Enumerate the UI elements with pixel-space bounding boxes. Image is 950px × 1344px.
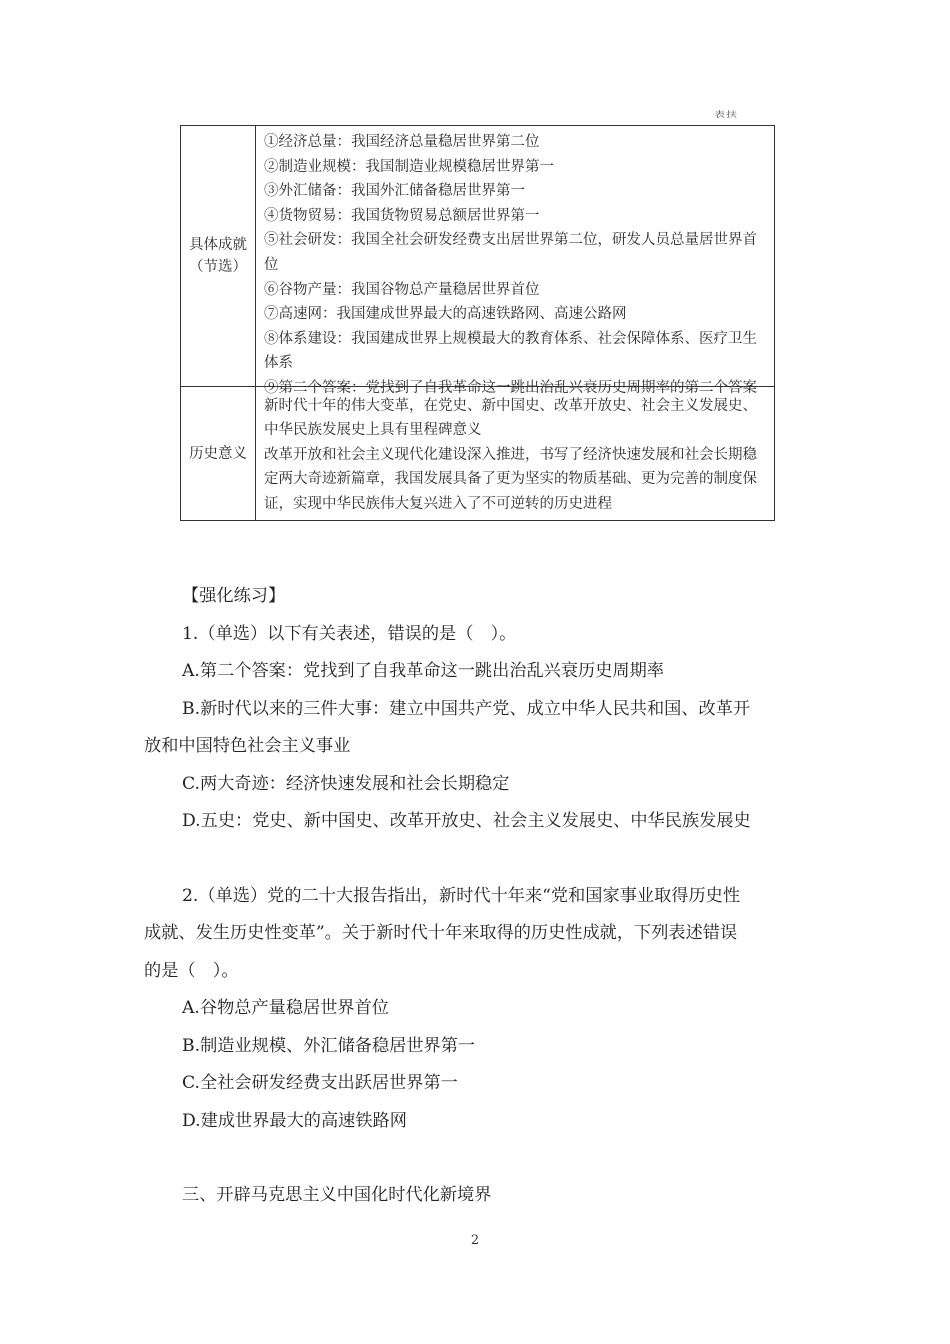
- list-item: ①经济总量：我国经济总量稳居世界第二位: [264, 134, 540, 150]
- text-line: 证，实现中华民族伟大复兴进入了不可逆转的历史进程: [264, 495, 612, 512]
- question-2-stem: 2.（单选）党的二十大报告指出，新时代十年来“党和国家事业取得历史性: [182, 885, 741, 906]
- row-label-achievements: [181, 126, 256, 386]
- row-label-line: （节选）: [189, 259, 247, 275]
- row-label-significance: [181, 387, 256, 520]
- section-heading-3: 三、开辟马克思主义中国化时代化新境界: [182, 1185, 492, 1205]
- text-line: 新时代十年的伟大变革，在党史、新中国史、改革开放史、社会主义发展史、: [264, 398, 757, 414]
- list-item: ⑨第二个答案：党找到了自我革命这一跳出治乱兴衰历史周期率的第二个答案: [264, 379, 757, 396]
- text-line: 改革开放和社会主义现代化建设深入推进，书写了经济快速发展和社会长期稳: [264, 446, 757, 463]
- question-1-option-d: D.五史：党史、新中国史、改革开放史、社会主义发展史、中华民族发展史: [182, 811, 751, 831]
- section-title: 【强化练习】: [182, 586, 286, 606]
- question-2-option-c: C.全社会研发经费支出跃居世界第一: [182, 1073, 458, 1093]
- question-1-option-b-cont: 放和中国特色社会主义事业: [144, 736, 351, 756]
- list-item: ⑦高速网：我国建成世界最大的高速铁路网、高速公路网: [264, 306, 627, 323]
- question-2-option-d: D.建成世界最大的高速铁路网: [182, 1110, 407, 1131]
- page-number: 2: [470, 1233, 480, 1248]
- list-item: ③外汇储备：我国外汇储备稳居世界第一: [264, 183, 525, 200]
- row-label-line: 历史意义: [189, 445, 247, 462]
- list-item: ⑧体系建设：我国建成世界上规模最大的教育体系、社会保障体系、医疗卫生: [264, 330, 757, 347]
- table-continued-mark: 表扶: [714, 109, 738, 119]
- list-item: ②制造业规模：我国制造业规模稳居世界第一: [264, 158, 554, 175]
- question-2-option-b: B.制造业规模、外汇储备稳居世界第一: [182, 1035, 476, 1056]
- list-item: 体系: [264, 355, 293, 372]
- list-item: ④货物贸易：我国货物贸易总额居世界第一: [264, 207, 540, 224]
- question-2-stem-cont: 成就、发生历史性变革”。关于新时代十年来取得的历史性成就，下列表述错误: [144, 923, 738, 943]
- question-1-option-b: B.新时代以来的三件大事：建立中国共产党、成立中华人民共和国、改革开: [182, 698, 751, 719]
- table-row-significance: [181, 387, 774, 520]
- achievements-list: [256, 126, 774, 396]
- list-item: ⑤社会研发：我国全社会研发经费支出居世界第二位，研发人员总量居世界首位: [264, 232, 757, 273]
- question-1-stem: 1.（单选）以下有关表述，错误的是（ ）。: [182, 623, 517, 644]
- table-row-achievements: [181, 126, 774, 396]
- exercise-section: [144, 578, 809, 1215]
- text-line: 中华民族发展史上具有里程碑意义: [264, 422, 482, 439]
- significance-text: [256, 387, 774, 520]
- question-2-stem-end: 的是（ ）。: [144, 960, 239, 981]
- row-label-line: 具体成就: [189, 237, 247, 253]
- achievements-table: [180, 125, 775, 521]
- list-item: ⑥谷物产量：我国谷物总产量稳居世界首位: [264, 281, 540, 298]
- question-1-option-c: C.两大奇迹：经济快速发展和社会长期稳定: [182, 773, 510, 794]
- question-2-option-a: A.谷物总产量稳居世界首位: [182, 998, 389, 1018]
- text-line: 定两大奇迹新篇章，我国发展具备了更为坚实的物质基础、更为完善的制度保: [264, 471, 757, 488]
- question-1-option-a: A.第二个答案：党找到了自我革命这一跳出治乱兴衰历史周期率: [182, 661, 664, 681]
